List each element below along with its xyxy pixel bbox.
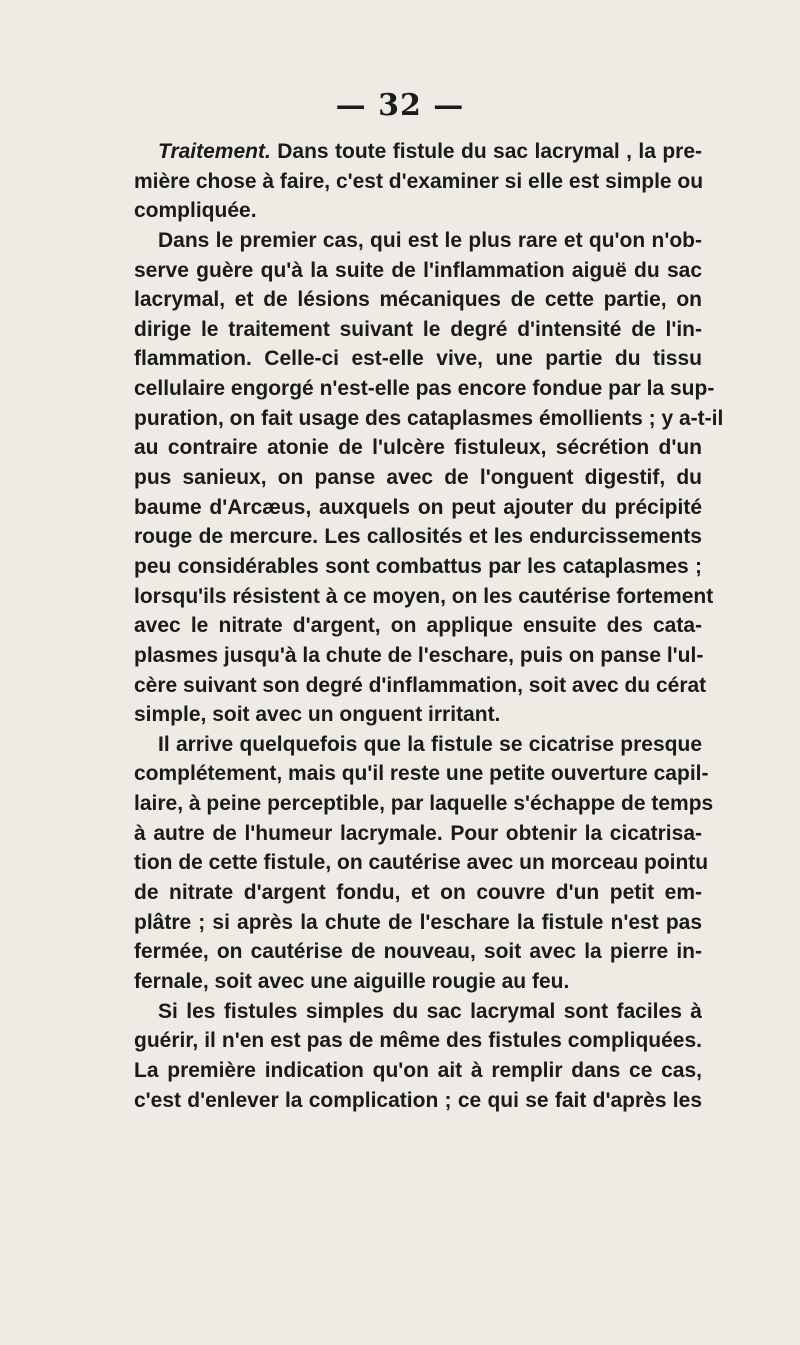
- text-line: La première indication qu'on ait à remplir dans ce cas,: [134, 1058, 702, 1082]
- text-line: laire, à peine perceptible, par laquelle s'échappe de temps: [134, 792, 714, 816]
- page-number: — 32 —: [335, 88, 465, 123]
- text-line: fermée, on cautérise de nouveau, soit avec la pierre in-: [134, 940, 702, 964]
- line-text: Dans toute fistule du sac lacrymal , la pre-: [270, 140, 702, 163]
- text-line: cère suivant son degré d'inflammation, soit avec du cérat: [134, 673, 707, 697]
- section-heading: Traitement.: [158, 140, 271, 163]
- text-line: lacrymal, et de lésions mécaniques de cette partie, on: [134, 288, 702, 312]
- text-line: mière chose à faire, c'est d'examiner si elle est simple ou: [134, 169, 704, 193]
- line-text: Il arrive quelquefois que la fistule se cicatrise presque: [158, 732, 702, 756]
- line-text: Dans le premier cas, qui est le plus rare et qu'on n'ob-: [158, 228, 702, 252]
- text-line: fernale, soit avec une aiguille rougie au feu.: [134, 969, 570, 993]
- text-line: lorsqu'ils résistent à ce moyen, on les cautérise fortement: [134, 584, 714, 608]
- body-text: [134, 137, 724, 1115]
- text-line: plasmes jusqu'à la chute de l'eschare, puis on panse l'ul-: [134, 643, 704, 667]
- text-line: c'est d'enlever la complication ; ce qui se fait d'après les: [134, 1088, 702, 1112]
- text-line: puration, on fait usage des cataplasmes émollients ; y a-t-il: [134, 406, 724, 430]
- text-line: guérir, il n'en est pas de même des fistules compliquées.: [134, 1029, 702, 1053]
- text-line: pus sanieux, on panse avec de l'onguent digestif, du: [134, 466, 702, 490]
- text-line: baume d'Arcæus, auxquels on peut ajouter du précipité: [134, 495, 702, 519]
- text-line: [134, 137, 702, 167]
- text-line: [134, 226, 702, 256]
- text-line: peu considérables sont combattus par les cataplasmes ;: [134, 554, 702, 578]
- text-line: flammation. Celle-ci est-elle vive, une partie du tissu: [134, 347, 702, 371]
- text-line: plâtre ; si après la chute de l'eschare la fistule n'est pas: [134, 910, 702, 934]
- text-line: cellulaire engorgé n'est-elle pas encore fondue par la sup-: [134, 377, 715, 401]
- text-line: complétement, mais qu'il reste une petite ouverture capil-: [134, 762, 709, 786]
- text-line: à autre de l'humeur lacrymale. Pour obtenir la cicatrisa-: [134, 821, 702, 845]
- text-line: simple, soit avec un onguent irritant.: [134, 703, 501, 727]
- text-line: avec le nitrate d'argent, on applique ensuite des cata-: [134, 614, 702, 638]
- text-line: serve guère qu'à la suite de l'inflammation aiguë du sac: [134, 258, 702, 282]
- text-line: [134, 730, 702, 760]
- line-text: Si les fistules simples du sac lacrymal sont faciles à: [158, 999, 702, 1023]
- text-line: tion de cette fistule, on cautérise avec un morceau pointu: [134, 851, 709, 875]
- text-line: dirige le traitement suivant le degré d'intensité de l'in-: [134, 317, 702, 341]
- text-line: de nitrate d'argent fondu, et on couvre d'un petit em-: [134, 881, 702, 905]
- text-line: au contraire atonie de l'ulcère fistuleux, sécrétion d'un: [134, 436, 702, 460]
- text-line: compliquée.: [134, 199, 257, 223]
- text-line: rouge de mercure. Les callosités et les endurcissements: [134, 525, 702, 549]
- text-line: [134, 997, 702, 1027]
